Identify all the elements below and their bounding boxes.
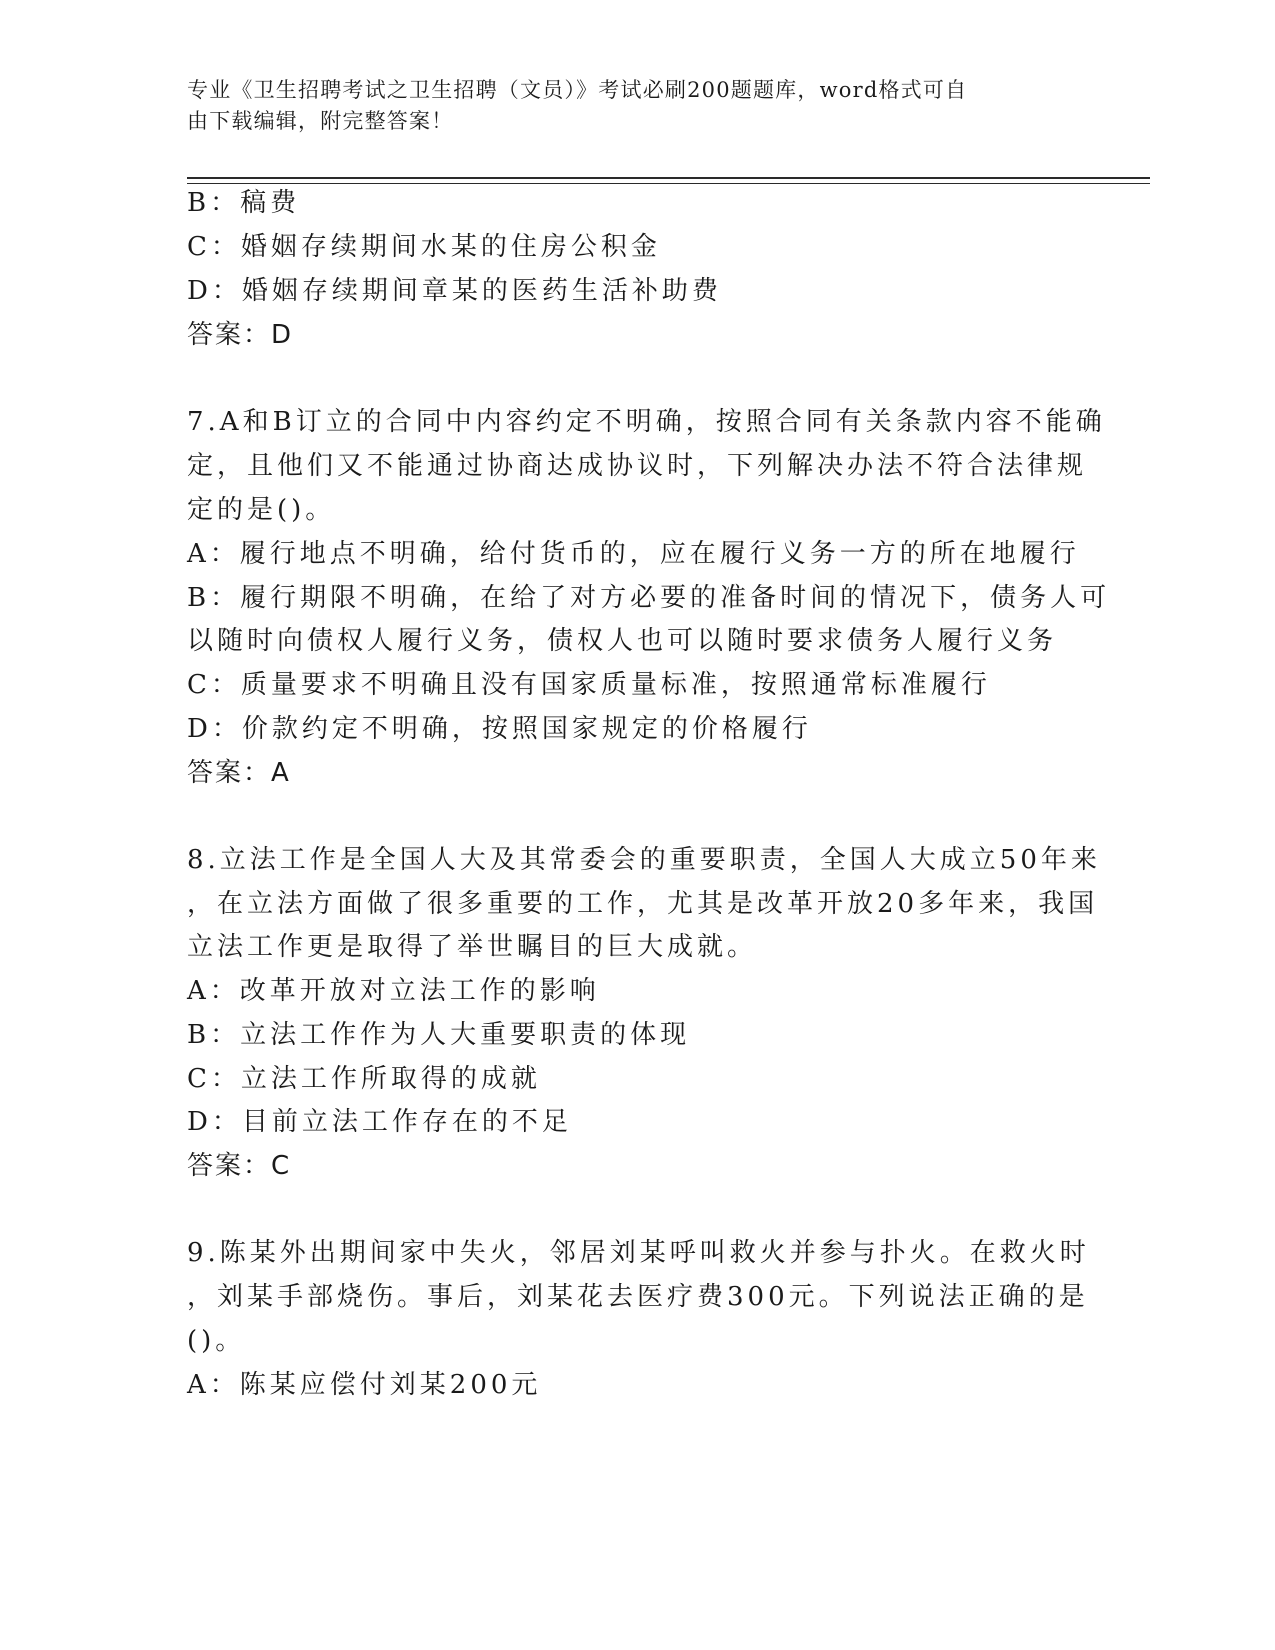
option-c: C：质量要求不明确且没有国家质量标准，按照通常标准履行: [187, 670, 991, 700]
option-c: C：立法工作所取得的成就: [187, 1064, 541, 1094]
option-b: B：立法工作作为人大重要职责的体现: [187, 1020, 691, 1050]
option-a: A：陈某应偿付刘某200元: [187, 1370, 542, 1400]
header-line: 专业《卫生招聘考试之卫生招聘（文员）》考试必刷200题题库，word格式可自: [187, 78, 968, 102]
question-stem: ()。: [187, 1326, 246, 1356]
answer-line: 答案：A: [187, 758, 291, 788]
question-stem: 定的是()。: [187, 495, 336, 525]
option-d: D：价款约定不明确，按照国家规定的价格履行: [187, 714, 812, 744]
header-line: 由下载编辑，附完整答案！: [187, 109, 454, 133]
option-a: A：履行地点不明确，给付货币的，应在履行义务一方的所在地履行: [187, 539, 1080, 569]
document-header: [187, 75, 1077, 137]
header-divider-thick: [187, 177, 1150, 179]
answer-line: 答案：C: [187, 1151, 292, 1181]
option-c: C：婚姻存续期间水某的住房公积金: [187, 232, 661, 262]
header-divider-thin: [187, 183, 1150, 184]
option-d: D：婚姻存续期间章某的医药生活补助费: [187, 276, 722, 306]
answer-line: 答案：D: [187, 320, 294, 350]
option-d: D：目前立法工作存在的不足: [187, 1107, 572, 1137]
question-stem: ，刘某手部烧伤。事后，刘某花去医疗费300元。下列说法正确的是: [187, 1282, 1089, 1312]
question-stem: 8.立法工作是全国人大及其常委会的重要职责，全国人大成立50年来: [187, 845, 1101, 875]
question-stem: 7.A和B订立的合同中内容约定不明确，按照合同有关条款内容不能确: [187, 407, 1106, 437]
question-stem: 9.陈某外出期间家中失火，邻居刘某呼叫救火并参与扑火。在救火时: [187, 1238, 1090, 1268]
option-b-continued: 以随时向债权人履行义务，债权人也可以随时要求债务人履行义务: [187, 626, 1058, 656]
question-stem: ，在立法方面做了很多重要的工作，尤其是改革开放20多年来，我国: [187, 889, 1099, 919]
option-a: A：改革开放对立法工作的影响: [187, 976, 600, 1006]
option-b: B：履行期限不明确，在给了对方必要的准备时间的情况下，债务人可: [187, 583, 1111, 613]
question-stem: 立法工作更是取得了举世瞩目的巨大成就。: [187, 932, 758, 962]
question-stem: 定，且他们又不能通过协商达成协议时，下列解决办法不符合法律规: [187, 451, 1088, 481]
option-b: B：稿费: [187, 188, 301, 218]
